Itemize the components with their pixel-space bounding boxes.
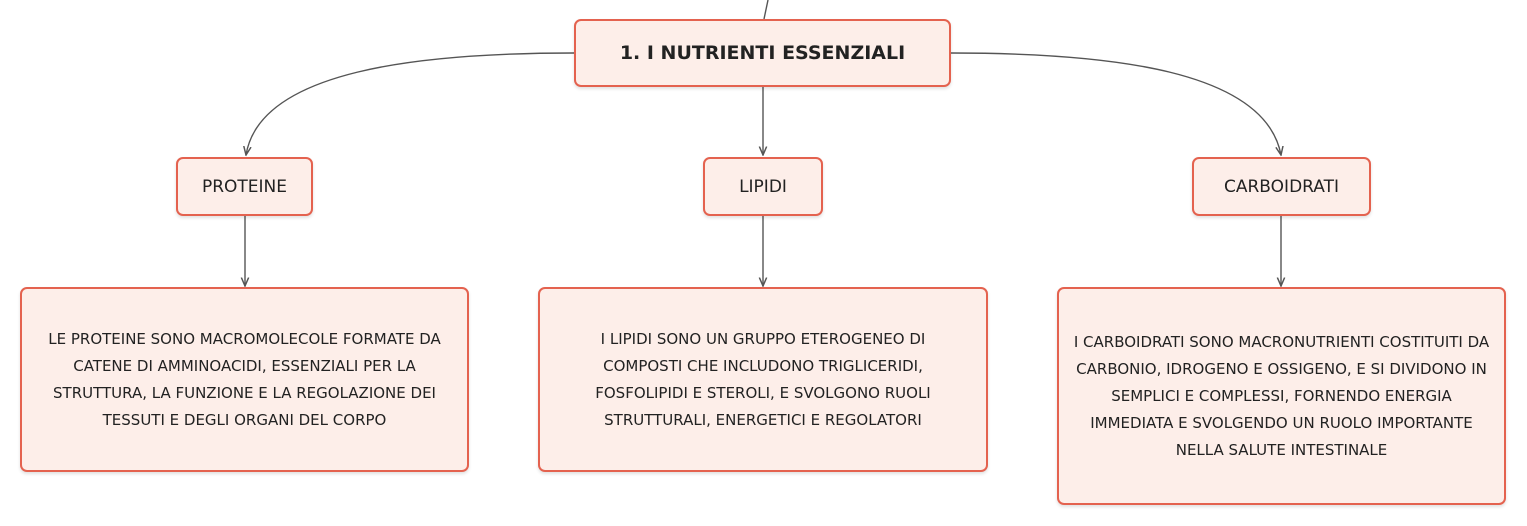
connector-incoming: [764, 0, 768, 19]
description-lipidi[interactable]: [538, 287, 988, 472]
node-carboidrati[interactable]: [1192, 157, 1371, 216]
description-carboidrati-text: I CARBOIDRATI SONO MACRONUTRIENTI COSTITUITI DA CARBONIO, IDROGENO E OSSIGENO, E SI DIVIDONO IN SEMPLICI E COMPLESSI, FORNENDO ENERGIA IMMEDIATA E SVOLGENDO UN RUOLO IMPORTANTE NELLA SALUTE INTESTINALE: [1073, 332, 1490, 459]
node-carboidrati-label: CARBOIDRATI: [1224, 176, 1339, 197]
connector-root-carboidrati: [951, 53, 1281, 155]
node-lipidi-label: LIPIDI: [739, 176, 787, 197]
description-proteine-text: LE PROTEINE SONO MACROMOLECOLE FORMATE DA CATENE DI AMMINOACIDI, ESSENZIALI PER LA STRUTTURA, LA FUNZIONE E LA REGOLAZIONE DEI TESSUTI E DEGLI ORGANI DEL CORPO: [48, 329, 441, 429]
description-lipidi-text: I LIPIDI SONO UN GRUPPO ETEROGENEO DI COMPOSTI CHE INCLUDONO TRIGLICERIDI, FOSFOLIPIDI E STEROLI, E SVOLGONO RUOLI STRUTTURALI, ENERGETICI E REGOLATORI: [595, 329, 931, 429]
root-label: 1. I NUTRIENTI ESSENZIALI: [619, 42, 906, 64]
root-node[interactable]: [574, 19, 951, 87]
connector-root-proteine: [246, 53, 574, 155]
description-proteine[interactable]: [20, 287, 469, 472]
description-carboidrati[interactable]: [1057, 287, 1506, 505]
node-proteine[interactable]: [176, 157, 313, 216]
node-proteine-label: PROTEINE: [201, 176, 288, 197]
node-lipidi[interactable]: [703, 157, 823, 216]
